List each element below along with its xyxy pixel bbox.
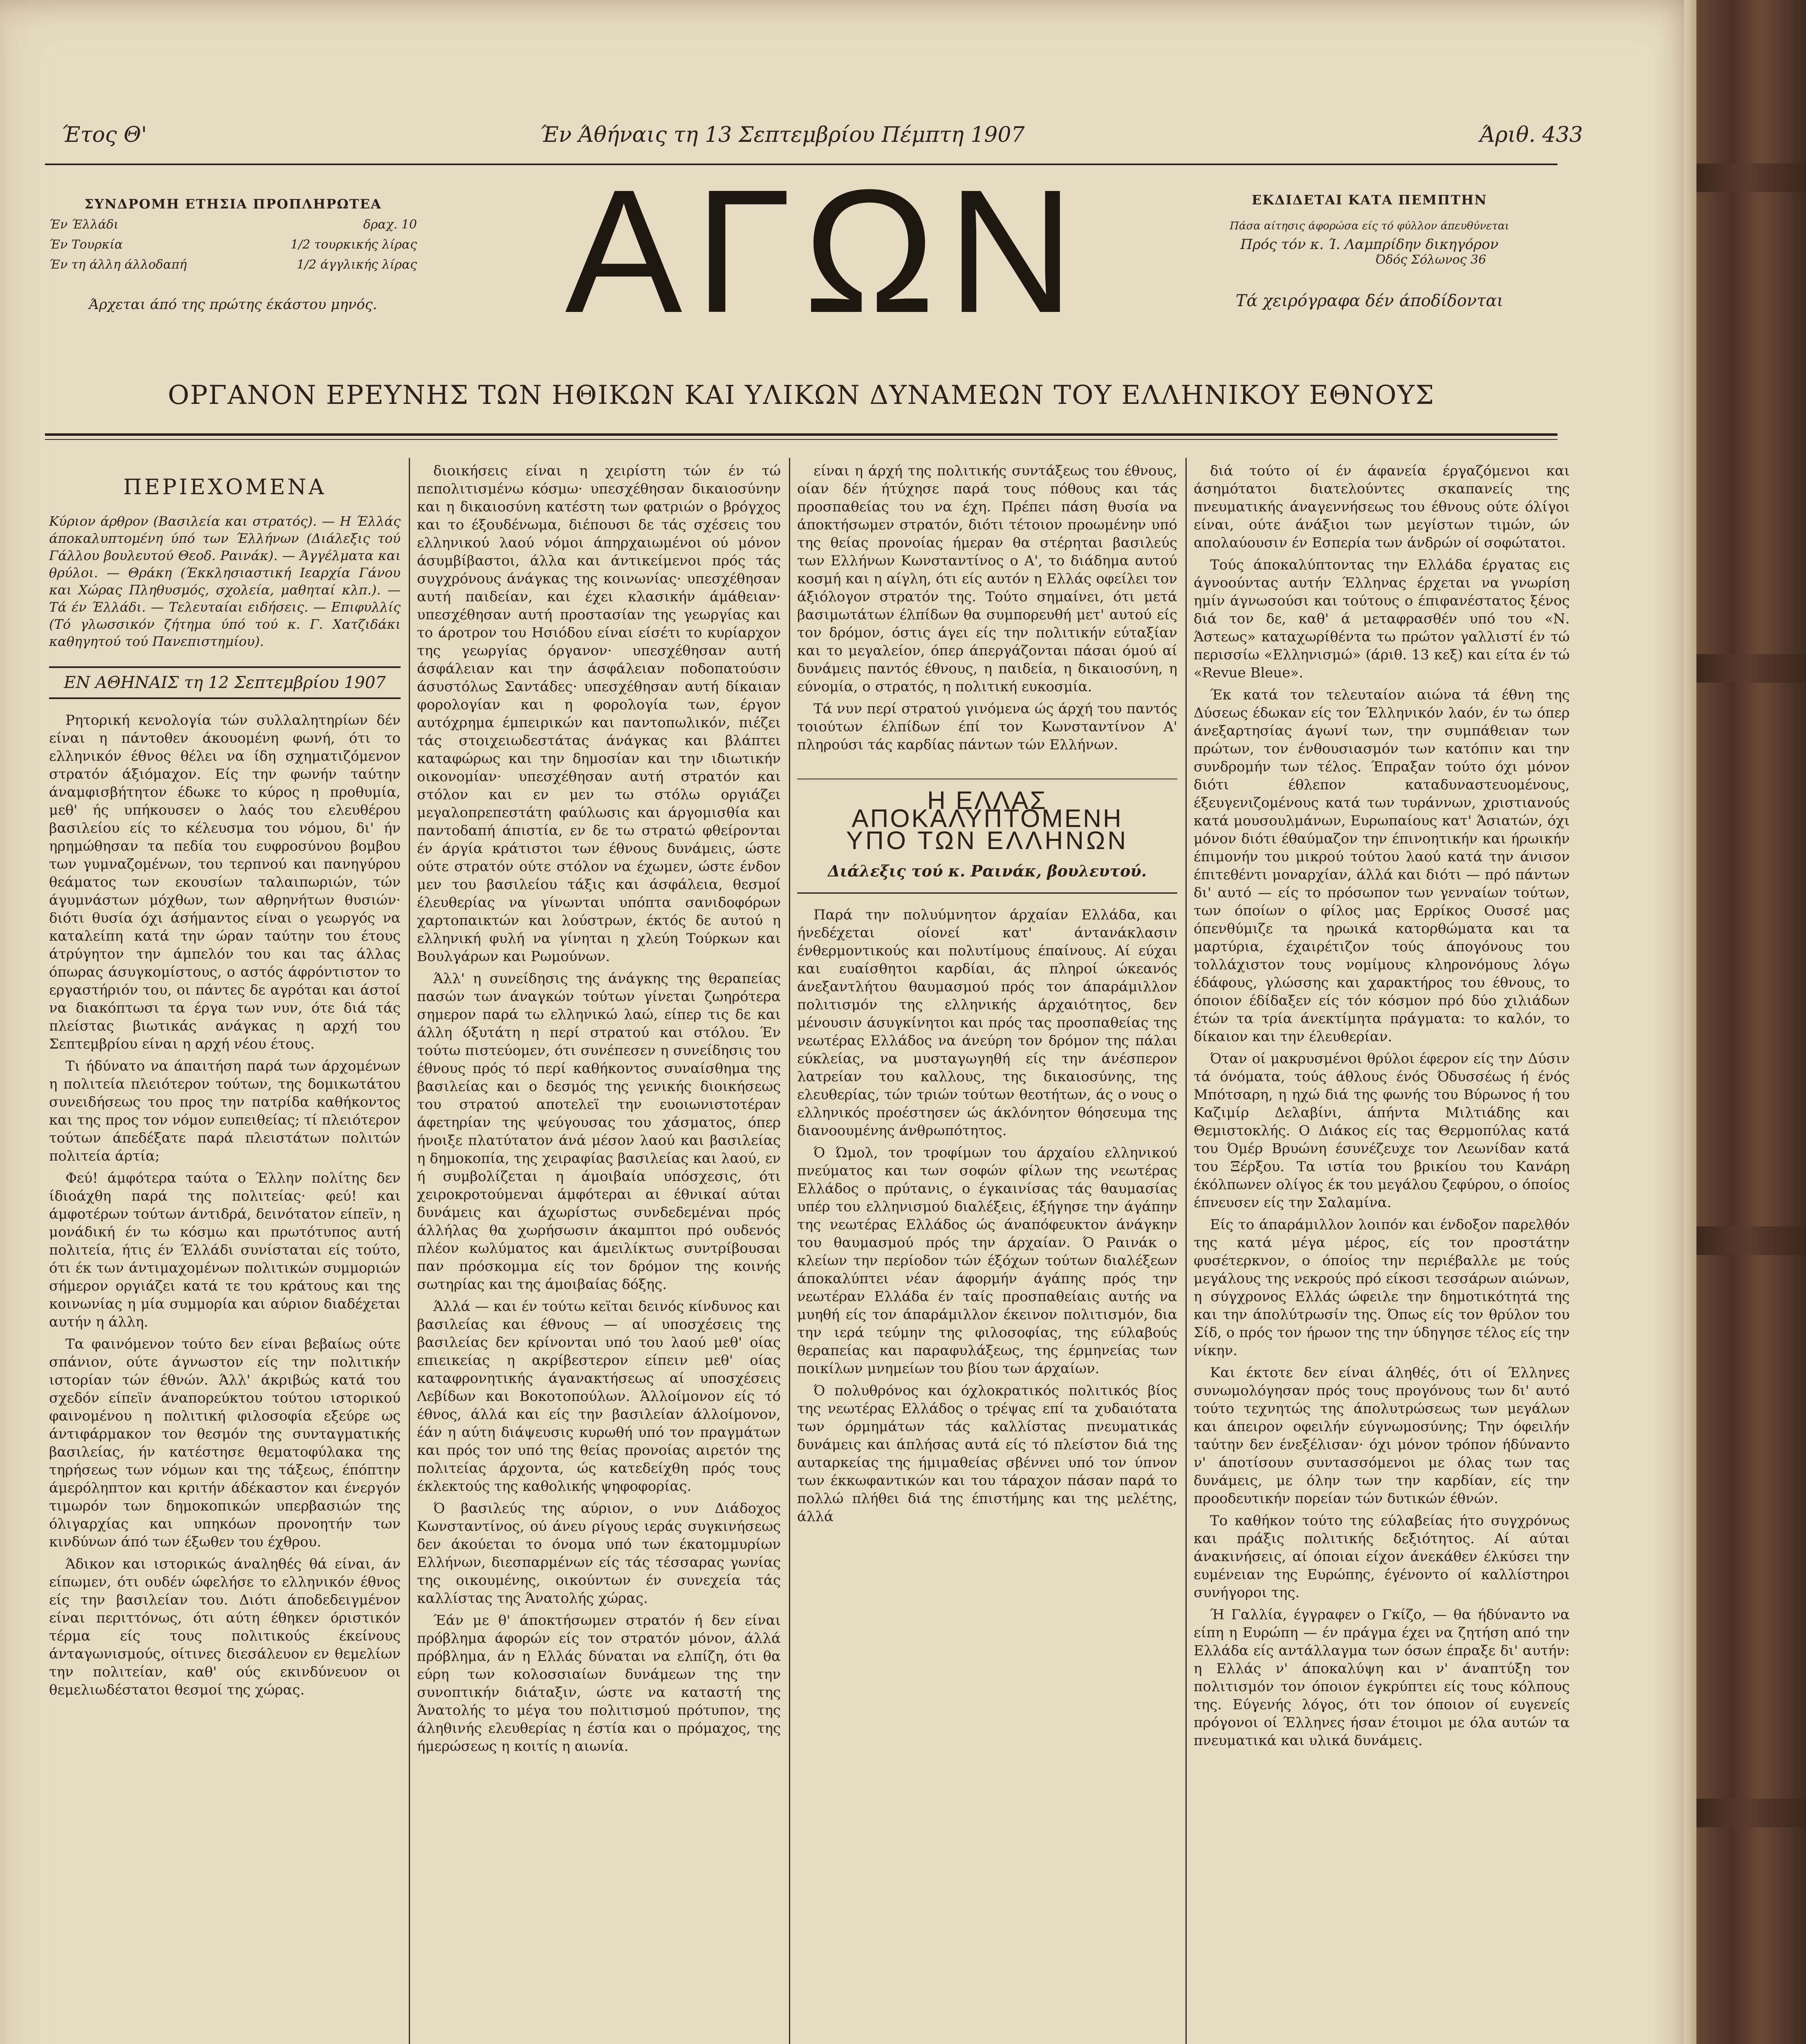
year-label: Έτος Θ' — [61, 123, 147, 147]
article-byline: Διάλεξις τού κ. Ραινάκ, βουλευτού. — [828, 862, 1147, 880]
column-1 — [49, 462, 401, 2044]
publication-box — [1177, 192, 1562, 310]
book-binding — [1692, 0, 1806, 2044]
article-paragraph: Το καθήκον τούτο της εύλαβείας ήτο συγχρόνως και πράξις πολιτικής δεξιότητος. Αί αύται άνακινήσεις, αί όποιαι είχον άνεκάθεν έλκύσει την ευμένειαν της Ευρώπης, έγένοντο οί καλλίστηροι συνήγοροι της. — [1194, 1513, 1570, 1601]
article-title: Η ΕΛΛΑΣ ΑΠΟΚΑΛΥΠΤΟΜΕΝΗ — [851, 787, 1123, 833]
subscription-place: Έν τη άλλη άλλοδαπή — [49, 258, 187, 272]
column-separator — [1185, 458, 1187, 2044]
subscription-note: Άρχεται άπό της πρώτης έκάστου μηνός. — [89, 296, 377, 313]
article-paragraph: Παρά την πολυύμνητον άρχαίαν Ελλάδα, και ήνεδέχεται οίονεί κατ' άντανάκλασιν ένθερμοντικούς και πολυτίμους έπαίνους. Αί εύχαι και ευαίσθητοι καρδίαι, άς πληροί ώκεανός άνεξαντλήτου θαυμασμού πρός τον άπαράμιλλον πολιτισμόν της ελληνικής άρχαιότητος, δεν μένουσιν άσυγκίνητοι και πρός τας προσπαθείας της νεωτέρας Ελλάδος να άνεύρη τον δρόμον της πάλαι εύκλείας, να μυσταγωγηθή είς την άνέσπερον λατρείαν του καλλους, της δικαιοσύνης, της ελευθερίας, τών τριών τούτων θεοτήτων, άς ο νους ο ελληνικός προέστησεν ώς άκλόνητον θόησευμα της διανοουμένης άνθρωπότητος. — [797, 907, 1177, 1139]
masthead-rule — [45, 433, 1557, 436]
page-edge — [1684, 0, 1696, 2044]
subscription-row — [49, 258, 417, 272]
article-paragraph: διά τούτο οί έν άφανεία έργαζόμενοι και άσημότατοι διατελούντες σκαπανείς της πνευματικής άναγεννήσεως του έθνους ούτε όλίγοι είναι, ούτε άνάξιοι των μεγίστων τιμών, ών απολαύουσιν έν Εσπερία των άνδρών οί σοφώτατοι. — [1194, 463, 1570, 551]
publication-heading: ΕΚΔΙΔΕΤΑΙ ΚΑΤΑ ΠΕΜΠΤΗΝ — [1252, 192, 1487, 208]
article-paragraph: Τι ήδύνατο να άπαιτήση παρά των άρχομένων η πολιτεία πλειότερον τούτων, της δομικωτάτου συνειδήσεως του προς την πατρίδα καθήκοντος και της προς τον νόμον ευπειθείας; τί πλειότερον τούτων άπεδέξατε παρά πλειστάτων πολιτών πολιτεία άρτία; — [49, 1058, 401, 1164]
article-paragraph: Ή Γαλλία, έγγραφεν ο Γκίζο, — θα ήδύναντο να είπη η Ευρώπη — έν πράγμα έχει να ζητήση από την Ελλάδα είς αντάλλαγμα των όσων έπραξε δι' αυτήν: η Ελλάς ν' άποκαλύψη και ν' άναπτύξη τον πολιτισμόν τον όποιον έγκρύπτει είς τους κόλπους της. Εύγενής λόγος, ότι τον όποιον οί ευγενείς πρόγονοι οί Έλληνες ήσαν έτοιμοι με όλα αυτών τα πνευματικά και υλικά δυνάμεις. — [1194, 1607, 1570, 1749]
newspaper-title: ΑΓΩΝ — [565, 153, 1087, 350]
binding-band — [1692, 1226, 1806, 1255]
subscription-price: δραχ. 10 — [363, 217, 417, 232]
manuscripts-note: Τά χειρόγραφα δέν άποδίδονται — [1235, 291, 1504, 310]
article-paragraph: Άλλ' η συνείδησις της άνάγκης της θεραπείας πασών των άναγκών τούτων γίνεται ζωηρότερα σημερον παρά τω ελληνικώ λαώ, είπερ τις δε και άλλη όξυτάτη η περί στρατού και στόλου. Έν τούτω πιστεύομεν, ότι συνέπεσεν η συνείδησις του έθνους πρός τό περί καθήκοντος συναίσθημα της βασιλείας και ο δεσμός της γενικής διοικήσεως του στρατού αποτελεϊ την ευοιωνιστοτέραν άφετηρίαν της ψεύγουσας του χάσματος, όπερ ήνοιξε πλατύτατον άνά μέσον λαού και βασιλείας η δημοκοπία, της χειραφίας βασιλείας και λαού, εν ή συμβολίζεται η άμοιβαία υπόσχεσις, ότι χειροκροτούμεναι άμφότεραι αι έθνικαί αύται δυνάμεις και άχωρίστως συνδεδεμέναι πρός άλλήλας θα χωρήσωσιν άκαμπτοι πρό ουδενός πλέον κωλύματος και άμειλίκτως συντρίβουσαι παν πρόσκομμα είς τον δρόμον της κοινής σωτηρίας και της άμοιβαίας δόξης. — [417, 970, 781, 1293]
column-3 — [797, 462, 1177, 2044]
article-paragraph: Φεύ! άμφότερα ταύτα ο Έλλην πολίτης δεν ίδιοάχθη παρά της πολιτείας· φεύ! και άμφοτέρων τούτων άντιδρά, δεινότατον είπεϊν, η μονάδική έν τω κόσμω και πρωτότυπος αυτή πολιτεία, ήτις έν Έλλάδι συνίσταται είς τούτο, ότι έκ των άντιμαχομένων πολιτικών συμμοριών σήμερον οργιάζει κατά τε του κράτους και της κοινωνίας η μία συμμορία και αύριον διαδέχεται αυτήν η άλλη. — [49, 1170, 401, 1330]
article-paragraph: Έκ κατά τον τελευταίον αιώνα τά έθνη της Δύσεως έδωκαν είς τον Έλληνικόν λαόν, έν τω όπερ άνεξαρτησίας άγωνί των, την συμπάθειαν των πρώτων, τον ένθουσιασμόν των κατόπιν και την συνδρομήν των τέλος. Έπραξαν τούτο όχι μόνον διότι έθλεπον καταδυναστευομένους, έξευγενιζομένους κατά των τυράννων, χριστιανούς κατά μουσουλμάνων, Ευρωπαίους κατ' Άσιατών, όχι μόνον διότι έθαύμαζον την έπινοητικήν και ήρωικήν έπιμονήν του μικρού τούτου λαού κατά την άνισον έπιτεθέντι μοναρχίαν, άλλά και διότι — πρό πάντων δι' αυτό — είς το πρόσωπον των γενναίων τούτων, των όποίων ο φίλος μας Ερρίκος Ουσσέ μας όπενθύμιζε τα ηρωικά κατορθώματα και τα μαρτύρια, έχαιρέτιζον τούς άπογόνους του τολλάχιστον τους νομίμους κληρονόμους λόγω έδάφους, γλώσσης και χαρακτήρος του έθνους, το όποιον έδίδαξεν είς τόν κόσμον πρό δύο χιλιάδων έτών τα τρία άνεκτίμητα πράγματα: το καλόν, το δίκαιον και την έλευθερίαν. — [1194, 687, 1570, 1045]
article-paragraph: διοικήσεις είναι η χειρίστη τών έν τώ πεπολιτισμένω κόσμω· υπεσχέθησαν δικαιοσύνην και η δικαιοσύνη κατέστη των φατριών ο βρόγχος και το έξουδένωμα, διέπουσι δε τάς σχέσεις του ελληνικού λαού νόμοι άπηρχαιωμένοι ού μόνον άσυμβίβαστοι, άλλα και άντικείμενοι πρός τάς συγχρόνους άνάγκας της κοινωνίας· υπεσχέθησαν αυτή παιδείαν, και έχει κλασικήν άμάθειαν· υπεσχέθησαν αυτή προστασίαν της γεωργίας και το άροτρον του Ησιόδου είναι είσέτι το κυρίαρχον της γεωργίας όργανον· υπεσχέθησαν αυτή άσφάλειαν και την άσφάλειαν ποδοπατούσιν άσυστόλως Σαντάδες· υπεσχέθησαν αυτή δίκαιαν φορολογίαν και η φορολογία των, έργον αυτόχρημα έμπειρικών και παντοπωλικόν, πιέζει τάς στοιχειωδεστάτας άνάγκας και βλάπτει καταφώρως και την δημοσίαν και την ιδιωτικήν οικονομίαν· υπεσχέθησαν αυτή στρατόν και στόλον και εν μεν τω στόλω οργιάζει μεγαλοπρεπεστάτη φαύλωσις και άργομισθία και παντοδαπή άπιστία, εν δε τω στρατώ φθείρονται έν άργία κράτιστοι των έθνους δυνάμεις, ώστε ούτε στρατόν ούτε στόλον να έχωμεν, ώστε ένδον μεν του βασιλείου τάξις και άσφάλεια, θεσμοί έλευθερίας να γίνωνται υπόπτα σανιδοφόρων χαρτοπαικτών και λούστρων, έκτός δε αυτού η ελληνική φυλή να γίνηται η χλεύη Τούρκων και Βουλγάρων και Ρωμούνων. — [417, 463, 781, 965]
editor-address: Πρός τόν κ. Ί. Λαμπρίδην δικηγόρον — [1240, 236, 1499, 253]
column-separator — [409, 458, 410, 2044]
article-paragraph: Και έκτοτε δεν είναι άληθές, ότι οί Έλληνες συνωμολόγησαν πρός τους προγόνους των δι' αυτό τούτο τεχνητώς της άπολυτρώσεως των μεγάλων και άπειρον οφειλήν εύγνωμοσύνης; Την όφειλήν ταύτην δεν ένεξέλισαν· όχι μόνον τρόπον ήδύναντο ν' άποτίσουν συντασσόμενοι με όλας των τας δυνάμεις, με όλην των την καρδίαν, είς την προοδευτικήν πορείαν τών δυτικών έθνών. — [1194, 1365, 1570, 1507]
binding-band — [1692, 654, 1806, 683]
column-2 — [417, 462, 781, 2044]
subscription-heading: ΣΥΝΔΡΟΜΗ ΕΤΗΣΙΑ ΠΡΟΠΛΗΡΩΤΕΑ — [84, 196, 382, 212]
article-paragraph: Ρητορική κενολογία τών συλλαλητηρίων δέν είναι η πάντοθεν άκουομένη φωνή, ότι το ελληνικόν έθνος θέλει να ίδη σχηματιζόμενον στρατόν άξιόμαχον. Είς την φωνήν ταύτην άναμφισβήτητον έδωκε το κύρος η προθυμία, μεθ' ής υπήκουσεν ο λαός του ελευθέρου βασιλείου είς το κέλευσμα του νόμου, δι' ήν ηρημώθησαν τα πεδία του ευφροσύνου βομβου των γυμναζομένων, του τερπνού και πανηγύρου θεάματος των εκουσίων ταλαιπωριών, τών άγυμνάστων μόχθων, των αθρηνήτων θυσιών· διότι θυσία όχι άσήμαντος είναι ο γεωργός να καταλείπη κατά την ώραν ταύτην του έτους άτρύγητον την άμπελόν του και τας άλλας όπωρας άσυγκομίστους, ο αστός άφρόντιστον το εργαστήριόν του, οι πάντες δε αγρόται και άστοί να διακόπτωσι τα έργα των νυν, ότε διά τάς πλείστας βιωτικάς ανάγκας η αρχή του Σεπτεμβρίου είναι η αρχή νέου έτους. — [49, 712, 401, 1052]
newspaper-subtitle: ΟΡΓΑΝΟΝ ΕΡΕΥΝΗΣ ΤΩΝ ΗΘΙΚΩΝ ΚΑΙ ΥΛΙΚΩΝ ΔΥΝΑΜΕΩΝ ΤΟΥ ΕΛΛΗΝΙΚΟΥ ΕΘΝΟΥΣ — [168, 380, 1435, 410]
article-paragraph: είναι η άρχή της πολιτικής συντάξεως του έθνους, οίαν δέν ήτύχησε παρά τους πόθους και τάς προσπαθείας του να έχη. Πρέπει πάση θυσία να άποκτήσωμεν στρατόν, διότι τέτοιον προωμένην υπό της θείας προνοίας ήμεραν θα στέρηται βασιλεύς των Ελλήνων Κωνσταντίνος ο Α', το διάδημα αυτού κοσμή και η αίγλη, ότι είς αυτόν η Ελλάς οφείλει τον άξιόλογον στρατόν της. Τούτο σημαίνει, ότι μετά βασιμωτάτων έλπίδων θα συμπορευθή μετ' αυτού είς τον δρόμον, όστις άγει είς την πολιτικήν εύταξίαν και το μεγαλείον, όπερ άπεργάζονται πάσαι όμού αί δυνάμεις παντός έθνους, η παιδεία, η δικαιοσύνη, η εύνομία, ο στρατός, η πολιτική ευκοσμία. — [797, 463, 1177, 695]
correspondence-note: Πάσα αίτησις άφορώσα είς τό φύλλον άπευθύνεται — [1230, 220, 1509, 232]
subscription-box — [49, 196, 417, 313]
article-paragraph: Ό Ώμολ, τον τροφίμων του άρχαίου ελληνικού πνεύματος και των σοφών φίλων της νεωτέρας Ελλάδος ο πρύτανις, ο έγκαινίσας τάς θαυμασίας υπέρ του ελληνισμού διαλέξεις, έξήγησε την άγάπην της νεωτέρας Ελλάδος ώς άναπόφευκτον άνάγκην του θαυμασμού πρός την άρχαίαν. Ό Ραινάκ ο κλείων την περίοδον τών έξόχων τούτων διαλέξεων άποκαλύπτει νέαν άφορμήν άγάπης πρός την νεωτέραν Ελλάδα έν ταίς προσπαθείαις αυτής να μυηθή είς τον άπαράμιλλον έκεινον πολιτισμόν, δια την ιερά τεύμην της φιλοσοφίας, της εύλαβούς θεραπείας και παραφυλάξεως, της έρμηνείας των ποικίλων μνημείων του βίου των άρχαίων. — [797, 1145, 1177, 1377]
subscription-row — [49, 217, 417, 232]
street-address: Όδός Σόλωνος 36 — [1375, 253, 1486, 267]
article-title-line2: ΥΠΟ ΤΩΝ ΕΛΛΗΝΩΝ — [846, 827, 1129, 855]
article-paragraph: Ό πολυθρόνος και όχλοκρατικός πολιτικός βίος της νεωτέρας Ελλάδος ο τρέψας επί τα χυδαιότατα των όρμημάτων τάς καλλίστας πνευματικάς δυνάμεις και άπλήσας αυτά είς τό πλείστον διά της αυταρκείας της ήμιμαθείας σβέννει υπό τον ύπνον των έκκωφαντικών και του τάραχον πάσαν παρά το πολλώ πλήθει διά της έπιστήμης και της μελέτης, άλλά — [797, 1383, 1177, 1525]
contents-text: Κύριον άρθρον (Βασιλεία και στρατός). — Η Έλλάς άποκαλυπτομένη ύπό των Έλλήνων (Διάλεξις τού Γάλλου βουλευτού Θεοδ. Ραινάκ). — Άγγέλματα και θρύλοι. — Θράκη (Έκκλησιαστική Ιεαρχία Γάνου και Χώρας Πληθυσμός, σχολεία, μαθηταί κλπ.). — Τά έν Έλλάδι. — Τελευταίαι ειδήσεις. — Επιφυλλίς (Τό γλωσσικόν ζήτημα ύπό τού κ. Γ. Χατζιδάκι καθηγητού τού Πανεπιστημίου). — [49, 513, 401, 649]
article-paragraph: Ό βασιλεύς της αύριον, ο νυν Διάδοχος Κωνσταντίνος, ού άνευ ρίγους ιεράς συγκινήσεως δεν άκούεται το όνομα υπό των έκατομμυρίων Ελλήνων, διεσπαρμένων είς τάς τέσσαρας γωνίας της οικουμένης, οικούντων έν συνεχεία τάς καλλίστας της Άνατολής χώρας. — [417, 1500, 781, 1607]
subscription-place: Έν Τουρκία — [49, 238, 123, 252]
article-paragraph: Τούς άποκαλύπτοντας την Ελλάδα έργατας εις άγνοούντας αυτήν Έλληνας έρχεται να γνωρίση ημίν άγνωσούσι και τούτους ο έπιφανέστατος ξένος διά τον δε, καθ' ά μεταφρασθέν υπό του «Ν. Άστεως» καταχωρίθέντα τω πρώτον γαλλιστί έν τώ περισσίω «Ελληνισμώ» (άριθ. 13 κεξ) και είτα έν τώ «Revue Bleue». — [1194, 557, 1570, 681]
subscription-price: 1/2 άγγλικής λίρας — [296, 258, 417, 272]
article-paragraph: Άδικον και ιστορικώς άναληθές θά είναι, άν είπωμεν, ότι ουδέν ώφελήσε το ελληνικόν έθνος είς την βασιλείαν του. Διότι άποδεδειγμένον είναι περιττόνως, ότι αύτη έθηκεν όριστικόν τέρμα είς τους πολιτικούς έκείνους άνταγωνισμούς, οίτινες διεσάλευον εν θεμελίων την πολιτείαν, καθ' ούς εκινδύνευον οι θεμελιωδέστατοι θεσμοί της χώρας. — [49, 1556, 401, 1698]
binding-band — [1692, 164, 1806, 192]
article-paragraph: Έάν με θ' άποκτήσωμεν στρατόν ή δεν είναι πρόβλημα άφορών είς τον στρατόν μόνον, άλλά πρόβλημα, άν η Ελλάς δύναται να ελπίζη, ότι θα εύρη των κολοσσιαίων δυνάμεων της την συνοπτικήν διάταξιν, ώστε να καταστή της Άνατολής το μέγα του πολιτισμού πρότυπον, της άληθινής ελευθερίας η έστία και ο πρόμαχος, της ήμερώσεως η κοιτίς η αιωνία. — [417, 1612, 781, 1755]
issue-number: Άριθ. 433 — [1480, 123, 1583, 147]
column-4 — [1194, 462, 1570, 2044]
article-paragraph: Τα φαινόμενον τούτο δεν είναι βεβαίως ούτε σπάνιον, ούτε άγνωστον είς την πολιτικήν ιστορίαν τών έθνών. Άλλ' άκριβώς κατά του σχεδόν είπεϊν άναπορεύκτου τούτου ιστορικού φαινομένου η πολιτική φιλοσοφία εξεύρε ως άντιφάρμακον τον θεσμόν της συνταγματικής βασιλείας, ήν κατέστησε θεματοφύλακα της τηρήσεως των νόμων και της τάξεως, έπόπτην άμερόληπτον και κριτήν άδέκαστον και ένεργόν τιμωρόν των δημοκοπικών υπερβασιών της όλιγαρχίας και υπηκόων προνοητήν των κινδύνων άπό των έξωθεν του έχθρου. — [49, 1336, 401, 1550]
subscription-price: 1/2 τουρκικής λίρας — [290, 238, 417, 252]
subscription-row — [49, 238, 417, 252]
column-separator — [789, 458, 790, 2044]
masthead-rule-thin — [45, 439, 1557, 440]
lead-dateline: ΕΝ ΑΘΗΝΑΙΣ τη 12 Σεπτεμβρίου 1907 — [49, 666, 401, 699]
article-paragraph: Όταν οί μακρυσμένοι θρύλοι έφερον είς την Δύσιν τά όνόματα, τούς άθλους ένός Όδυσσέως ή ένός Μπότσαρη, η ηχώ διά της φωνής του Βύρωνος ή του Καζιμίρ Δελαβίνι, άπήντα Μιλτιάδης και Θεμιστοκλής. Ο Διάκος είς τας Θερμοπύλας κατά του Όμέρ Βρυώνη έσυνέζευχε τον Λεωνίδαν κατά του Ξέρξου. Τα ιστία του βρικίου του Κανάρη έκόλπωνεν ολίγος έκ του μεγάλου ζεφύρου, ο όποίος έπνευσεν είς την Σαλαμίνα. — [1194, 1051, 1570, 1211]
article-header — [797, 778, 1177, 894]
contents-title: ΠΕΡΙΕΧΟΜΕΝΑ — [123, 475, 327, 500]
article-paragraph: Είς το άπαράμιλλον λοιπόν και ένδοξον παρελθόν της κατά μέγα μέρος, είς τον προστάτην φυσέτερκνον, ο όποίος την περιέβαλλε με τούς μεγάλους της νεκρούς πρό είκοσι τεσσάρων αιώνων, η σύγχρονος Ελλάς ώφειλε την δημοτικότητά της και την άπολύτρωσίν της. Όπως είς τον θρύλον του Σίδ, ο πρός τον ήρωον της την ύδηγησε τέλος είς την νίκην. — [1194, 1217, 1570, 1359]
binding-band — [1692, 1799, 1806, 1827]
article-paragraph: Άλλά — και έν τούτω κεϊται δεινός κίνδυνος και βασιλείας και έθνους — αί υποσχέσεις της βασιλείας δεν κρίνονται υπό του λαού μεθ' οίας επιεικείας η ακρίβεστερον είπειν μεθ' οίας καταφρονητικής άγανακτήσεως αί υποσχέσεις Λεβίδων και Βοκοτοπούλων. Άλλοίμονον είς τό έθνος, άλλά και είς την βασιλείαν άλλοίμονον, έάν η αύτη διάψευσις κυρωθή υπό τον πραγμάτων και πρός τον υπό της θείας προνοίας αιρετόν της πολιτείας άρχοντα, ώς κατεδείχθη πρός τους έκλεκτούς της καθολικής ψηφοφορίας. — [417, 1298, 781, 1495]
article-paragraph: Τά νυν περί στρατού γινόμενα ώς άρχή του παντός τοιούτων έλπίδων έπί τον Κωνσταντίνον Α' πληρούσι τάς καρδίας πάντων τών Ελλήνων. — [797, 701, 1177, 753]
issue-date: Έν Άθήναις τη 13 Σεπτεμβρίου Πέμπτη 1907 — [540, 123, 1025, 147]
subscription-place: Έν Έλλάδι — [49, 217, 119, 232]
